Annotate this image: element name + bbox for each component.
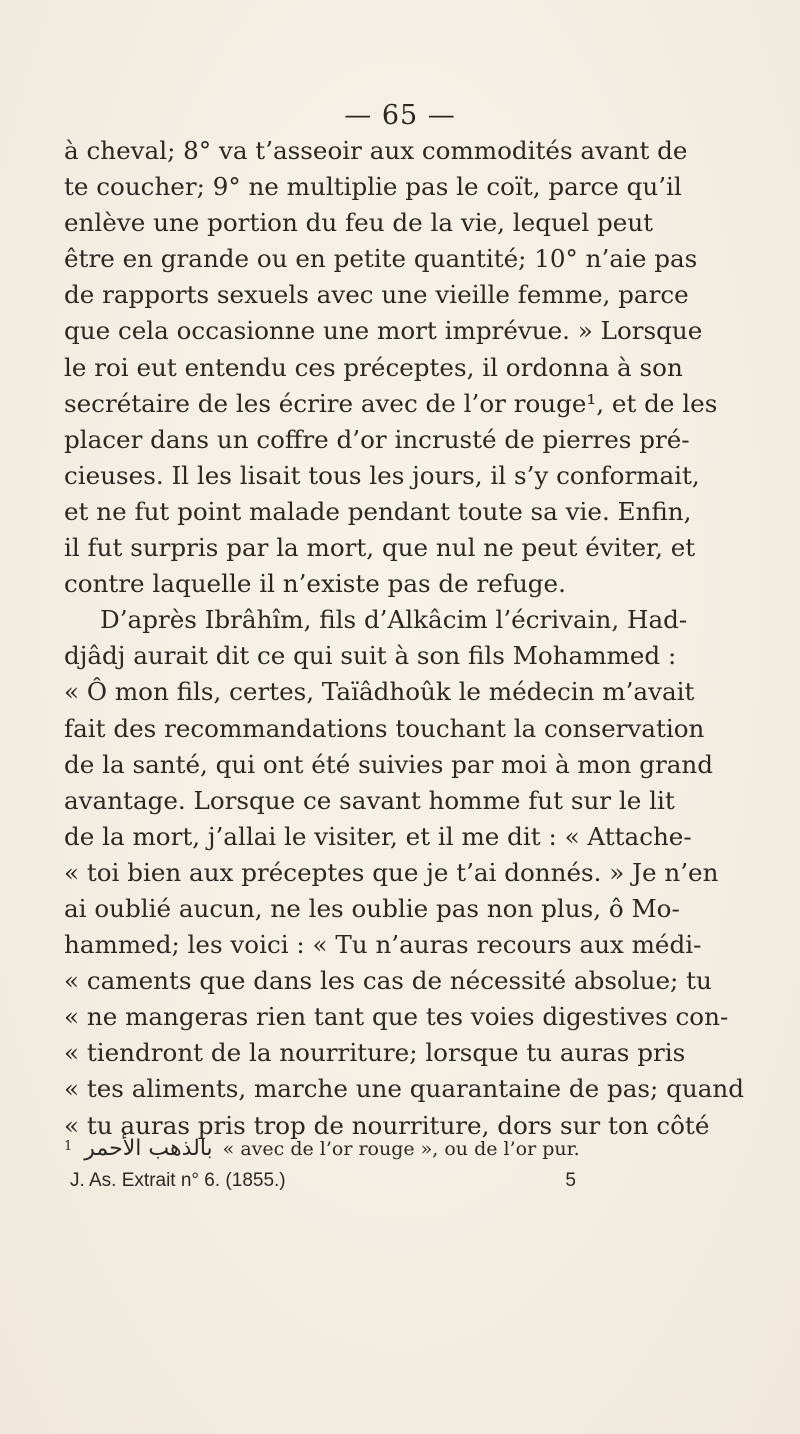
text-line: contre laquelle il n’existe pas de refuge. <box>64 569 566 599</box>
text-line: de rapports sexuels avec une vieille femme, parce <box>64 280 689 310</box>
signature-right: 5 <box>565 1170 576 1191</box>
text-line: ai oublié aucun, ne les oublie pas non plus, ô Mo- <box>64 893 680 923</box>
text-line: de la mort, j’allai le visiter, et il me dit : « Attache- <box>64 821 692 851</box>
text-line: te coucher; 9° ne multiplie pas le coït, parce qu’il <box>64 172 682 202</box>
text-line: « toi bien aux préceptes que je t’ai donnés. » Je n’en <box>64 857 719 887</box>
text-line: « tu auras pris trop de nourriture, dors sur ton côté <box>64 1110 710 1140</box>
text-line: « tiendront de la nourriture; lorsque tu auras pris <box>64 1038 686 1068</box>
footnote-text: « avec de l’or rouge », ou de l’or pur. <box>222 1138 580 1160</box>
text-line: hammed; les voici : « Tu n’auras recours aux médi- <box>64 930 702 960</box>
text-line: et ne fut point malade pendant toute sa vie. Enfin, <box>64 496 692 526</box>
text-line: « tes aliments, marche une quarantaine de pas; quand <box>64 1074 744 1104</box>
page-header: — 65 — <box>344 100 456 131</box>
text-line: « Ô mon fils, certes, Taïâdhoûk le médecin m’avait <box>64 677 695 707</box>
footnote-mark: 1 <box>64 1139 73 1154</box>
text-line: à cheval; 8° va t’asseoir aux commodités avant de <box>64 136 688 165</box>
text-line: cieuses. Il les lisait tous les jours, il s’y conformait, <box>64 460 700 490</box>
text-line: enlève une portion du feu de la vie, lequel peut <box>64 208 654 238</box>
text-line: secrétaire de les écrire avec de l’or rouge¹, et de les <box>64 388 718 418</box>
body-text <box>64 133 744 1144</box>
footnote-arabic-text: بالذهب الأحمر <box>84 1136 213 1161</box>
text-line: placer dans un coffre d’or incrusté de pierres pré- <box>64 424 690 454</box>
signature-left: J. As. Extrait n° 6. (1855.) <box>70 1170 286 1191</box>
text-line: il fut surpris par la mort, que nul ne peut éviter, et <box>64 533 696 563</box>
text-line: être en grande ou en petite quantité; 10° n’aie pas <box>64 244 698 274</box>
text-line: D’après Ibrâhîm, fils d’Alkâcim l’écrivain, Had- <box>100 605 688 635</box>
signature-line <box>70 1168 576 1194</box>
text-line: le roi eut entendu ces préceptes, il ordonna à son <box>64 352 683 382</box>
text-line: djâdj aurait dit ce qui suit à son fils Mohammed : <box>64 641 677 671</box>
text-line: « ne mangeras rien tant que tes voies digestives con- <box>64 1002 729 1032</box>
text-line: de la santé, qui ont été suivies par moi à mon grand <box>64 749 713 779</box>
footnote <box>64 1136 652 1162</box>
text-line: avantage. Lorsque ce savant homme fut sur le lit <box>64 785 675 815</box>
text-line: « caments que dans les cas de nécessité absolue; tu <box>64 966 712 996</box>
text-line: fait des recommandations touchant la conservation <box>64 713 705 743</box>
text-line: que cela occasionne une mort imprévue. » Lorsque <box>64 316 703 346</box>
